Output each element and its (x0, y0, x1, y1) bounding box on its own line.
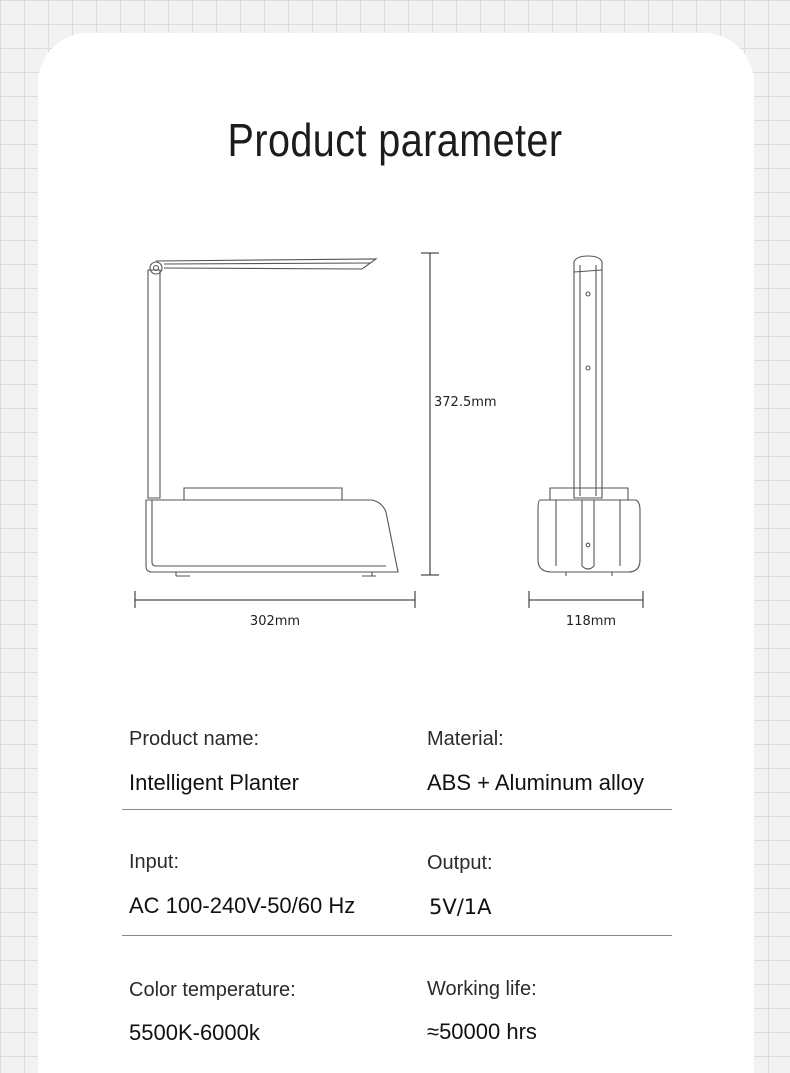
width-dimension-label: 302mm (249, 614, 301, 629)
divider (122, 935, 672, 936)
working-life-label: Working life: (427, 978, 537, 1000)
product-name-label: Product name: (129, 728, 260, 750)
color-temperature-label: Color temperature: (129, 979, 296, 1001)
input-value: AC 100-240V-50/60 Hz (129, 893, 356, 918)
depth-dimension-label: 118mm (565, 614, 617, 629)
material-value: ABS + Aluminum alloy (427, 770, 645, 795)
output-label: Output: (427, 852, 493, 874)
height-dimension-label: 372.5mm (434, 395, 497, 410)
product-name-value: Intelligent Planter (129, 770, 299, 795)
depth-dimension-line (529, 591, 643, 608)
side-view-lamp (538, 256, 640, 576)
color-temperature-value: 5500K-6000k (129, 1020, 260, 1045)
front-view-lamp (146, 259, 398, 576)
working-life-value: ≈50000 hrs (427, 1019, 537, 1044)
dimension-diagram (0, 240, 790, 640)
width-dimension-line (135, 591, 415, 608)
page-title: Product parameter (227, 114, 563, 166)
output-value: 5V/1A (429, 895, 492, 919)
input-label: Input: (129, 851, 180, 873)
divider (122, 809, 672, 810)
material-label: Material: (427, 728, 504, 750)
